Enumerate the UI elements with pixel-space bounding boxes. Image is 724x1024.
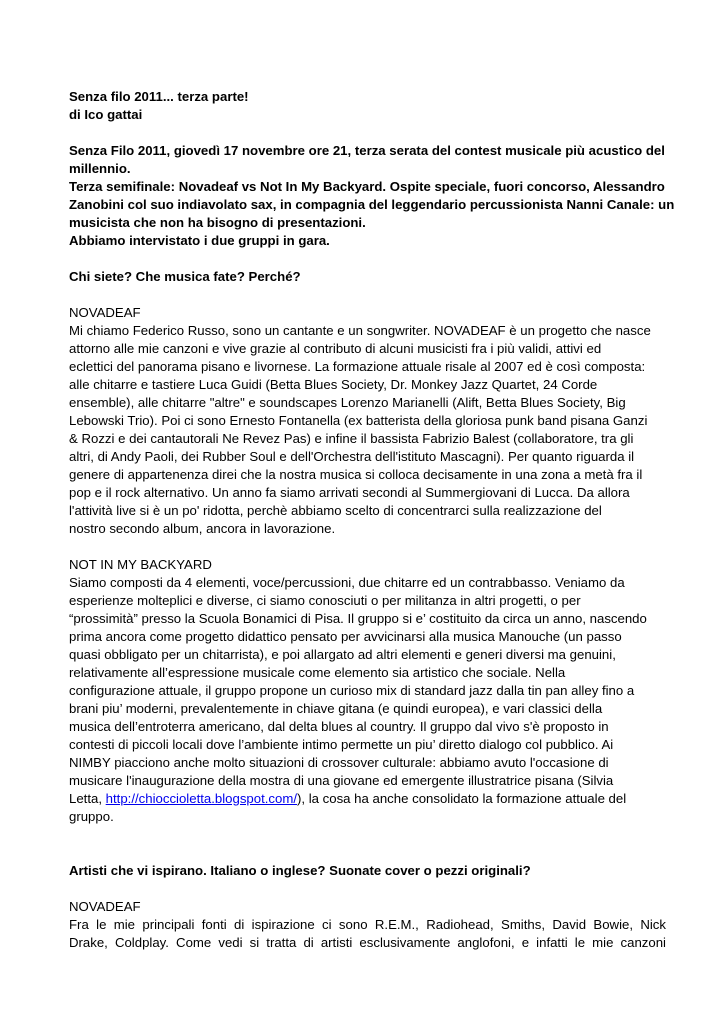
- spacer: [69, 286, 666, 304]
- band-heading: NOT IN MY BACKYARD: [69, 557, 212, 572]
- answer-line: musicare l'inaugurazione della mostra di una giovane ed emergente illustratrice pisana (Silvia: [69, 773, 614, 788]
- answer-line: pop e il rock alternativo. Un anno fa siamo arrivati secondi al Summergiovani di Lucca. Da allora: [69, 485, 630, 500]
- spacer: [69, 844, 666, 862]
- band-heading: NOVADEAF: [69, 305, 141, 320]
- article-author: di Ico gattai: [69, 107, 143, 122]
- answer-line: altri, di Andy Paoli, dei Rubber Soul e dell'Orchestra dell'istituto Mascagni). Per quanto riguarda il: [69, 449, 635, 464]
- intro-line: millennio.: [69, 161, 131, 176]
- question-heading: Artisti che vi ispirano. Italiano o inglese? Suonate cover o pezzi originali?: [69, 863, 531, 878]
- link-prefix: Letta,: [69, 791, 106, 806]
- intro-line: Terza semifinale: Novadeaf vs Not In My Backyard. Ospite speciale, fuori concorso, Alessandro: [69, 179, 665, 194]
- answer-line: alle chitarre e tastiere Luca Guidi (Betta Blues Society, Dr. Monkey Jazz Quartet, 24 Corde: [69, 377, 598, 392]
- answer-line: NIMBY piacciono anche molto situazioni di crossover culturale: abbiamo avuto l'occasione di: [69, 755, 609, 770]
- answer-line-with-link: [69, 790, 666, 808]
- link-suffix: ), la cosa ha anche consolidato la formazione attuale del: [297, 791, 627, 806]
- spacer: [69, 538, 666, 556]
- blog-link[interactable]: http://chioccioletta.blogspot.com/: [105, 791, 297, 806]
- band-heading: NOVADEAF: [69, 899, 141, 914]
- spacer: [69, 124, 666, 142]
- spacer: [69, 880, 666, 898]
- answer-line: genere di appartenenza direi che la nostra musica si colloca decisamente in una zona a metà fra il: [69, 467, 643, 482]
- answer-line: brani piu’ moderni, prevalentemente in chiave gitana (e quindi europea), e vari classici della: [69, 701, 603, 716]
- question-heading: Chi siete? Che musica fate? Perché?: [69, 269, 301, 284]
- answer-line: relativamente all’espressione musicale come elemento sia artistico che sociale. Nella: [69, 665, 566, 680]
- intro-line: Senza Filo 2011, giovedì 17 novembre ore 21, terza serata del contest musicale più acustico del: [69, 143, 665, 158]
- answer-line: nostro secondo album, ancora in lavorazione.: [69, 521, 336, 536]
- intro-line: musicista che non ha bisogno di presentazioni.: [69, 215, 366, 230]
- answer-line: configurazione attuale, il gruppo propone un curioso mix di standard jazz dalla tin pan alley fino a: [69, 683, 635, 698]
- answer-line: Drake, Coldplay. Come vedi si tratta di artisti esclusivamente anglofoni, e infatti le mie canzoni: [69, 935, 666, 950]
- nimby-answer: [69, 556, 666, 826]
- answer-line: Lebowski Trio). Poi ci sono Ernesto Fontanella (ex batterista della gloriosa punk band pisana Ganzi: [69, 413, 648, 428]
- novadeaf-answer-2: [69, 898, 666, 952]
- answer-line: contesti di piccoli locali dove l’ambiente intimo permette un piu’ diretto dialogo col pubblico. Ai: [69, 737, 614, 752]
- answer-line: prima ancora come progetto didattico pensato per avvicinarsi alla musica Manouche (un passo: [69, 629, 622, 644]
- answer-line: quasi obbligato per un chitarrista), e poi allargato ad altri elementi e generi diversi ma genuini,: [69, 647, 616, 662]
- answer-line: & Rozzi e dei cantautorali Ne Revez Pas) e infine il bassista Fabrizio Balest (collaboratore, tra gli: [69, 431, 634, 446]
- answer-line: gruppo.: [69, 809, 114, 824]
- answer-line: Mi chiamo Federico Russo, sono un cantante e un songwriter. NOVADEAF è un progetto che nasce: [69, 323, 651, 338]
- answer-line: Fra le mie principali fonti di ispirazione ci sono R.E.M., Radiohead, Smiths, David Bowie, Nick: [69, 917, 666, 932]
- article-header: [69, 0, 666, 124]
- article-title: Senza filo 2011... terza parte!: [69, 89, 249, 104]
- answer-line: ensemble), alle chitarre "altre" e soundscapes Lorenzo Marianelli (Alift, Betta Blues Society, Big: [69, 395, 626, 410]
- answer-line: esperienze molteplici e diverse, ci siamo conosciuti o per militanza in altri progetti, o per: [69, 593, 581, 608]
- intro-line: Abbiamo intervistato i due gruppi in gara.: [69, 233, 330, 248]
- answer-line: musica dell’entroterra americano, dal delta blues al country. Il gruppo dal vivo s'è proposto in: [69, 719, 609, 734]
- answer-line: l'attività live si è un po' ridotta, perchè abbiamo scelto di concentrarci sulla realizzazione del: [69, 503, 602, 518]
- novadeaf-answer: [69, 304, 666, 538]
- answer-line: attorno alle mie canzoni e vive grazie al contributo di alcuni musicisti fra i più validi, attivi ed: [69, 341, 602, 356]
- answer-line: “prossimità” presso la Scuola Bonamici di Pisa. Il gruppo si e’ costituito da circa un anno, nascendo: [69, 611, 647, 626]
- answer-line: Siamo composti da 4 elementi, voce/percussioni, due chitarre ed un contrabbasso. Veniamo da: [69, 575, 625, 590]
- intro-line: Zanobini col suo indiavolato sax, in compagnia del leggendario percussionista Nanni Canale: un: [69, 197, 675, 212]
- spacer: [69, 250, 666, 268]
- answer-line: eclettici del panorama pisano e livornese. La formazione attuale risale al 2007 ed è così composta:: [69, 359, 646, 374]
- spacer: [69, 826, 666, 844]
- intro-paragraph: [69, 142, 675, 250]
